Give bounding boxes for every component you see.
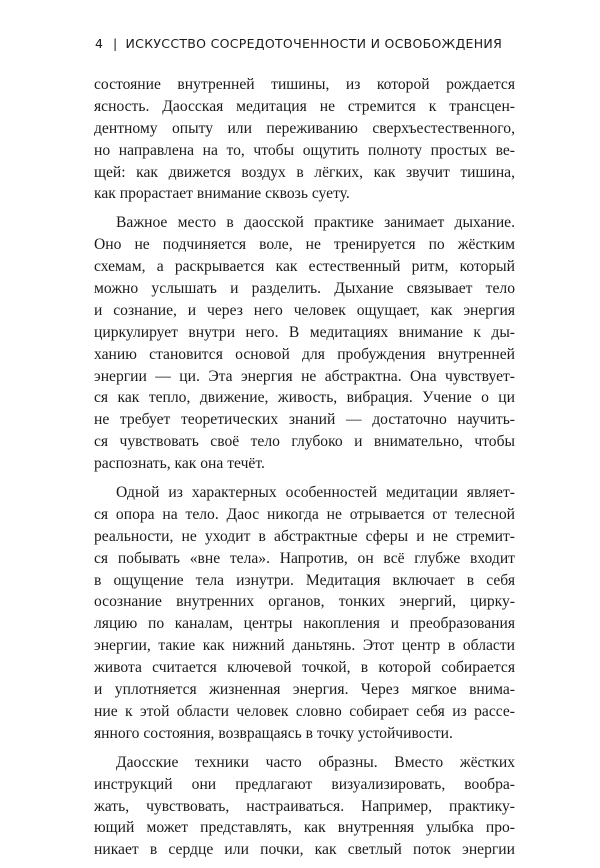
text-line: энергии — ци. Эта энергия не абстрактна. Она чувствует- bbox=[94, 367, 515, 385]
page-number: 4 bbox=[95, 36, 104, 51]
text-line: Важное место в даосской практике занимает дыхание. bbox=[116, 214, 515, 232]
paragraph bbox=[94, 752, 515, 861]
text-line: энергии, такие как нижний даньтянь. Этот центр в области bbox=[94, 637, 515, 655]
text-line: схемам, а раскрывается как естественный ритм, который bbox=[94, 258, 515, 276]
text-line: циркулирует внутри него. В медитациях внимание к ды- bbox=[94, 323, 515, 341]
paragraph bbox=[94, 212, 515, 475]
running-header bbox=[95, 36, 535, 51]
header-separator: | bbox=[113, 36, 118, 51]
text-line: Оно не подчиняется воле, не тренируется по жёстким bbox=[94, 236, 515, 254]
text-line: ляцию по каналам, центры накопления и преобразования bbox=[94, 615, 515, 633]
text-line: Одной из характерных особенностей медитации являет- bbox=[116, 484, 515, 502]
text-line: ся опора на тело. Даос никогда не отрывается от телесной bbox=[94, 505, 515, 523]
text-line: осознание внутренних органов, тонких энергий, цирку- bbox=[94, 593, 515, 611]
text-line: щей: как движется воздух в лёгких, как звучит тишина, bbox=[94, 163, 515, 181]
text-line: можно услышать и разделить. Дыхание связывает тело bbox=[94, 280, 515, 298]
text-line: ся как тепло, движение, живость, вибрация. Учение о ци bbox=[94, 389, 515, 407]
text-line: ясность. Даосская медитация не стремится к трансцен- bbox=[94, 97, 515, 115]
text-line: и уплотняется жизненная энергия. Через мягкое внима- bbox=[94, 681, 515, 699]
paragraph bbox=[94, 482, 515, 745]
text-line: ние к этой области человек словно собирает себя из рассе- bbox=[94, 702, 515, 720]
text-line: но направлена на то, чтобы ощутить полноту простых ве- bbox=[94, 141, 515, 159]
text-line: никает в сердце или почки, как светлый поток энергии bbox=[94, 841, 515, 859]
paragraph bbox=[94, 74, 515, 205]
text-line: и сознание, и через него человек ощущает, как энергия bbox=[94, 301, 515, 319]
text-line: дентному опыту или переживанию сверхъестественного, bbox=[94, 119, 515, 137]
text-line: жать, чувствовать, настраиваться. Например, практику- bbox=[94, 797, 515, 815]
text-line: ся чувствовать своё тело глубоко и внимательно, чтобы bbox=[94, 433, 515, 451]
body-text bbox=[94, 74, 515, 868]
text-line: реальности, не уходит в абстрактные сферы и не стремит- bbox=[94, 527, 515, 545]
text-line: Даосские техники часто образны. Вместо жёстких bbox=[116, 753, 515, 771]
text-line: не требует теоретических знаний — достаточно научить- bbox=[94, 411, 515, 429]
text-line: инструкций они предлагают визуализировать, вообра- bbox=[94, 775, 515, 793]
text-line: ханию становится основой для пробуждения внутренней bbox=[94, 345, 515, 363]
text-line: состояние внутренней тишины, из которой рождается bbox=[94, 76, 515, 93]
text-line: распознать, как она течёт. bbox=[94, 455, 265, 473]
text-line: ющий может представлять, как внутренняя улыбка про- bbox=[94, 819, 515, 837]
text-line: в ощущение тела изнутри. Медитация включает в себя bbox=[94, 571, 515, 589]
text-line: живота считается ключевой точкой, в которой собирается bbox=[94, 659, 515, 677]
text-line: ся побывать «вне тела». Напротив, он всё глубже входит bbox=[94, 549, 515, 567]
text-line: как прорастает внимание сквозь суету. bbox=[94, 185, 350, 203]
text-line: янного состояния, возвращаясь в точку устойчивости. bbox=[94, 724, 453, 742]
running-title: ИСКУССТВО СОСРЕДОТОЧЕННОСТИ И ОСВОБОЖДЕНИЯ bbox=[125, 36, 503, 51]
